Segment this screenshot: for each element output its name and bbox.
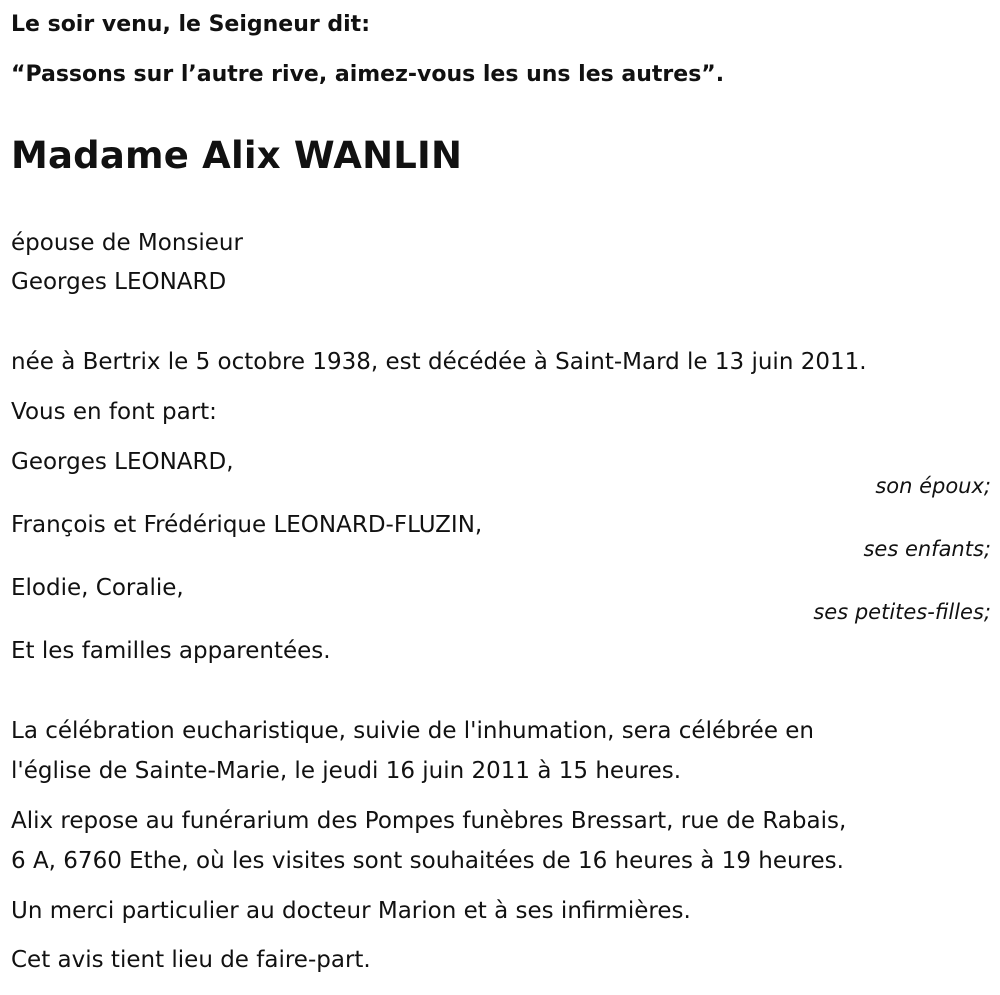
ceremony-line-2: l'église de Sainte-Marie, le jeudi 16 juin 2011 à 15 heures. (11, 758, 682, 784)
deceased-name: Madame Alix WANLIN (11, 134, 463, 177)
relatives-text: Et les familles apparentées. (11, 638, 331, 664)
quote-line-1: Le soir venu, le Seigneur dit: (11, 12, 370, 37)
spouse-line-1: épouse de Monsieur (11, 230, 243, 256)
funeral-home-line-1: Alix repose au funérarium des Pompes funèbres Bressart, rue de Rabais, (11, 808, 847, 834)
announcement-intro: Vous en font part: (11, 399, 217, 425)
thanks-text: Un merci particulier au docteur Marion et à ses infirmières. (11, 898, 691, 924)
notice-text: Cet avis tient lieu de faire-part. (11, 947, 371, 973)
funeral-home-line-2: 6 A, 6760 Ethe, où les visites sont souhaitées de 16 heures à 19 heures. (11, 848, 844, 874)
family-member-relation: ses petites-filles; (813, 600, 991, 624)
family-member-names: Georges LEONARD, (11, 449, 234, 475)
ceremony-line-1: La célébration eucharistique, suivie de l'inhumation, sera célébrée en (11, 718, 815, 744)
family-member-names: François et Frédérique LEONARD-FLUZIN, (11, 512, 483, 538)
family-member-names: Elodie, Coralie, (11, 575, 184, 601)
spouse-line-2: Georges LEONARD (11, 269, 227, 295)
birth-death-text: née à Bertrix le 5 octobre 1938, est décédée à Saint-Mard le 13 juin 2011. (11, 349, 867, 375)
family-member-relation: ses enfants; (863, 537, 991, 561)
quote-line-2: “Passons sur l’autre rive, aimez-vous les uns les autres”. (11, 62, 725, 87)
family-member-relation: son époux; (875, 474, 991, 498)
